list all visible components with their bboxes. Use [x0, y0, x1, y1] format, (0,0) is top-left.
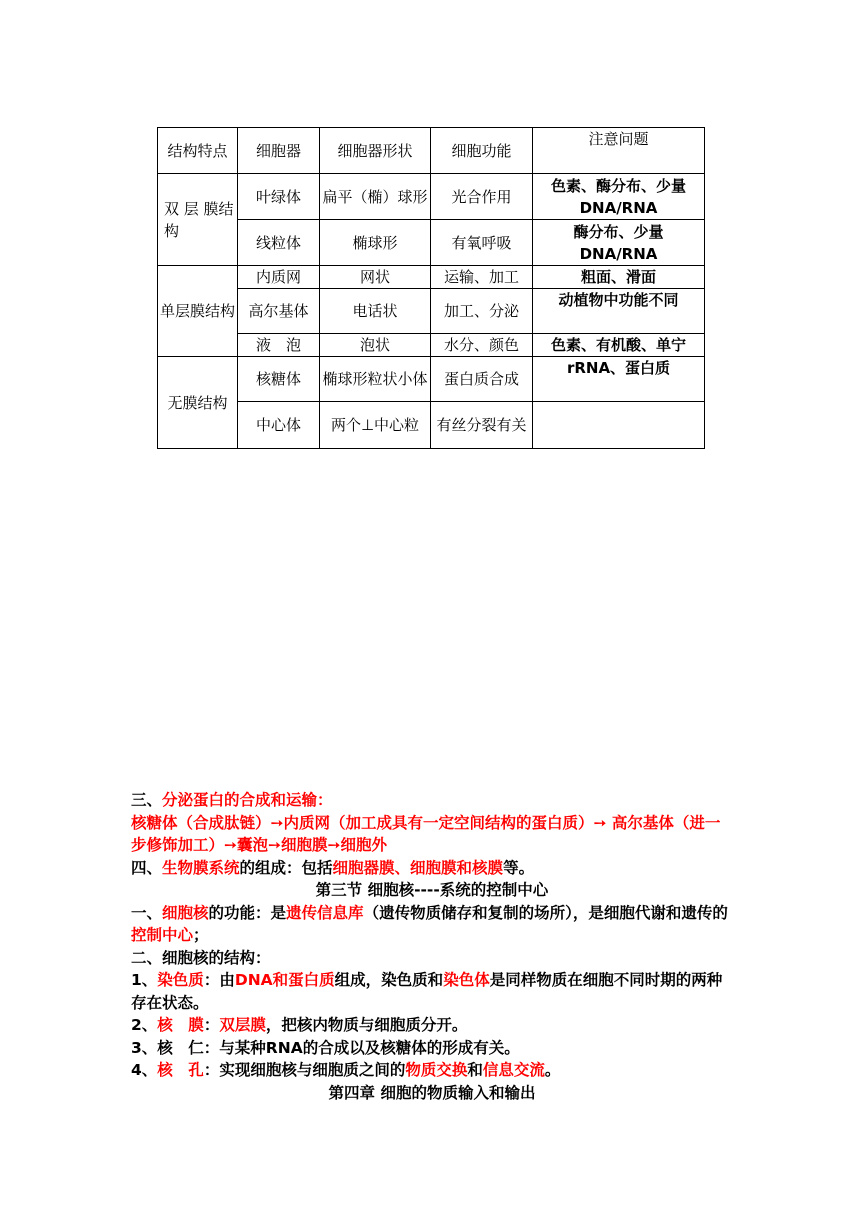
cell-organelle: 线粒体: [238, 220, 320, 266]
notes-body: [131, 789, 733, 1104]
chromatin-line: 1、染色质：由DNA和蛋白质组成，染色质和染色体是同样物质在细胞不同时期的两种存在状态。: [131, 971, 723, 1012]
nucleus-function-line: 一、细胞核的功能：是遗传信息库（遗传物质储存和复制的场所），是细胞代谢和遗传的控制中心；: [131, 903, 728, 944]
cell-organelle: 叶绿体: [238, 174, 320, 220]
header-function: 细胞功能: [431, 128, 533, 174]
table-row: [158, 334, 705, 357]
cell-shape: 两个⊥中心粒: [320, 402, 431, 449]
cell-note: [533, 402, 705, 449]
cell-note: 酶分布、少量DNA/RNA: [533, 220, 705, 266]
group-single-membrane: 单层膜结构: [158, 266, 238, 357]
cell-organelle: 中心体: [238, 402, 320, 449]
organelle-table: [157, 127, 705, 449]
section-secretory-protein-heading: 三、分泌蛋白的合成和运输：: [131, 791, 333, 809]
cell-shape: 椭球形粒状小体: [320, 357, 431, 402]
header-notes: 注意问题: [533, 128, 705, 174]
group-double-membrane: 双 层 膜结构: [158, 174, 238, 266]
section-title-nucleus: 第三节 细胞核----系统的控制中心: [315, 881, 549, 899]
nuclear-envelope-line: 2、核 膜：双层膜，把核内物质与细胞质分开。: [131, 1016, 468, 1034]
cell-note: rRNA、蛋白质: [533, 357, 705, 402]
nucleolus-line: 3、核 仁：与某种RNA的合成以及核糖体的形成有关。: [131, 1038, 520, 1057]
group-no-membrane: 无膜结构: [158, 357, 238, 449]
cell-shape: 泡状: [320, 334, 431, 357]
table-row: [158, 220, 705, 266]
cell-note: 色素、有机酸、单宁: [533, 334, 705, 357]
cell-function: 有氧呼吸: [431, 220, 533, 266]
cell-shape: 椭球形: [320, 220, 431, 266]
biomembrane-system-line: 四、生物膜系统的组成：包括细胞器膜、细胞膜和核膜等。: [131, 858, 535, 877]
cell-note: 色素、酶分布、少量DNA/RNA: [533, 174, 705, 220]
header-structure: 结构特点: [158, 128, 238, 174]
cell-shape: 电话状: [320, 289, 431, 334]
table-row: [158, 402, 705, 449]
table-row: [158, 266, 705, 289]
cell-note: 动植物中功能不同: [533, 289, 705, 334]
cell-function: 有丝分裂有关: [431, 402, 533, 449]
cell-organelle: 高尔基体: [238, 289, 320, 334]
chapter-title: 第四章 细胞的物质输入和输出: [328, 1083, 536, 1102]
nuclear-pore-line: 4、核 孔：实现细胞核与细胞质之间的物质交换和信息交流。: [131, 1061, 561, 1079]
cell-shape: 扁平（椭）球形: [320, 174, 431, 220]
cell-function: 光合作用: [431, 174, 533, 220]
cell-note: 粗面、滑面: [533, 266, 705, 289]
cell-organelle: 内质网: [238, 266, 320, 289]
nucleus-structure-heading: 二、细胞核的结构：: [131, 948, 271, 967]
cell-function: 蛋白质合成: [431, 357, 533, 402]
header-shape: 细胞器形状: [320, 128, 431, 174]
cell-function: 水分、颜色: [431, 334, 533, 357]
header-organelle: 细胞器: [238, 128, 320, 174]
cell-shape: 网状: [320, 266, 431, 289]
table-row: [158, 174, 705, 220]
cell-function: 加工、分泌: [431, 289, 533, 334]
cell-organelle: 核糖体: [238, 357, 320, 402]
table-row: [158, 357, 705, 402]
cell-organelle: 液 泡: [238, 334, 320, 357]
cell-function: 运输、加工: [431, 266, 533, 289]
table-header-row: [158, 128, 705, 174]
table-row: [158, 289, 705, 334]
secretory-protein-pathway: 核糖体（合成肽链）➙内质网（加工成具有一定空间结构的蛋白质）➙ 高尔基体（进一步修饰加工）➙囊泡➙细胞膜➙细胞外: [131, 813, 721, 854]
